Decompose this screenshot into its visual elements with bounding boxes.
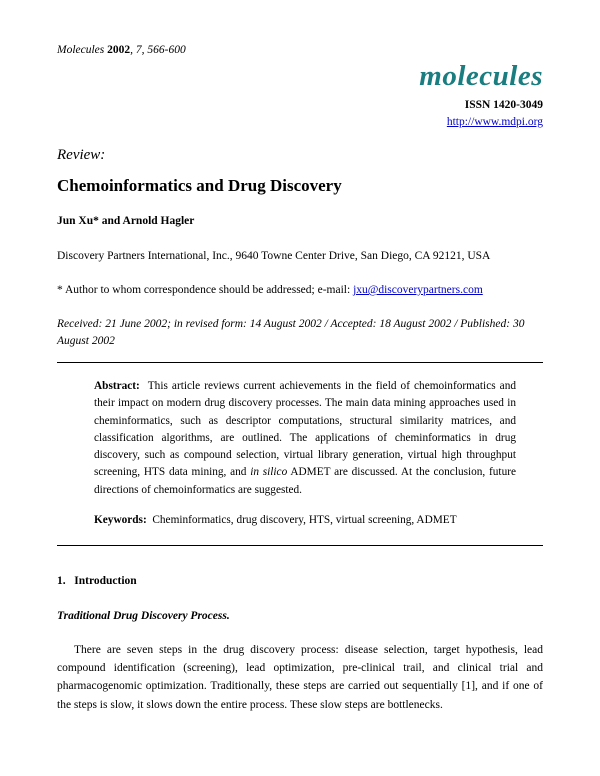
correspondence-text: * Author to whom correspondence should be addressed; e-mail: bbox=[57, 284, 354, 296]
abstract-text-1: This article reviews current achievements in the field of chemoinformatics and their impact on modern drug discovery processes. The main data mining approaches used in cheminformatics, such as descriptor computations, structural similarity matrices, and classification algorithms, are outlined. The applications of cheminformatics in drug discovery, such as compound selection, virtual library generation, virtual high throughput screening, HTS data mining, and bbox=[94, 380, 516, 479]
correspondence-line bbox=[57, 284, 483, 296]
abstract-text-2: ADMET are discussed. At the conclusion, future directions of chemoinformatics are suggested. bbox=[94, 466, 516, 496]
intro-paragraph: There are seven steps in the drug discovery process: disease selection, target hypothesis, lead compound identification (screening), lead optimization, pre-clinical trail, and clinical trial and pharmacogenomic optimization. Traditionally, these steps are carried out sequentially [1], and if one of the steps is slow, it slows down the entire process. These slow steps are bottlenecks. bbox=[57, 644, 543, 711]
journal-citation bbox=[57, 44, 186, 56]
journal-name: Molecules bbox=[57, 44, 105, 56]
abstract-top-divider bbox=[57, 362, 543, 363]
article-type-label: Review: bbox=[57, 147, 106, 163]
journal-year: 2002 bbox=[107, 44, 131, 56]
journal-url-link[interactable]: http://www.mdpi.org bbox=[446, 116, 543, 128]
keywords-text: Cheminformatics, drug discovery, HTS, virtual screening, ADMET bbox=[152, 514, 457, 526]
abstract-bottom-divider bbox=[57, 545, 543, 546]
author-affiliation: Discovery Partners International, Inc., 9640 Towne Center Drive, San Diego, CA 92121, USA bbox=[57, 250, 491, 262]
issn: ISSN 1420-3049 bbox=[464, 99, 543, 111]
article-dates: Received: 21 June 2002; in revised form: 14 August 2002 / Accepted: 18 August 2002 / Published: 30 August 2002 bbox=[57, 318, 525, 347]
journal-volume-pages: , 7, 566-600 bbox=[130, 44, 186, 56]
abstract-text-italic: in silico bbox=[250, 466, 288, 479]
section-heading-introduction: 1. Introduction bbox=[57, 575, 137, 587]
subsection-heading: Traditional Drug Discovery Process. bbox=[57, 610, 230, 622]
keywords-line bbox=[94, 514, 516, 526]
journal-logo: molecules bbox=[419, 60, 543, 92]
article-title: Chemoinformatics and Drug Discovery bbox=[57, 176, 342, 195]
abstract-block bbox=[94, 378, 516, 499]
abstract-label: Abstract: bbox=[94, 380, 140, 392]
article-authors: Jun Xu* and Arnold Hagler bbox=[57, 215, 195, 227]
keywords-label: Keywords: bbox=[94, 514, 147, 526]
email-link[interactable]: jxu@discoverypartners.com bbox=[353, 284, 483, 296]
